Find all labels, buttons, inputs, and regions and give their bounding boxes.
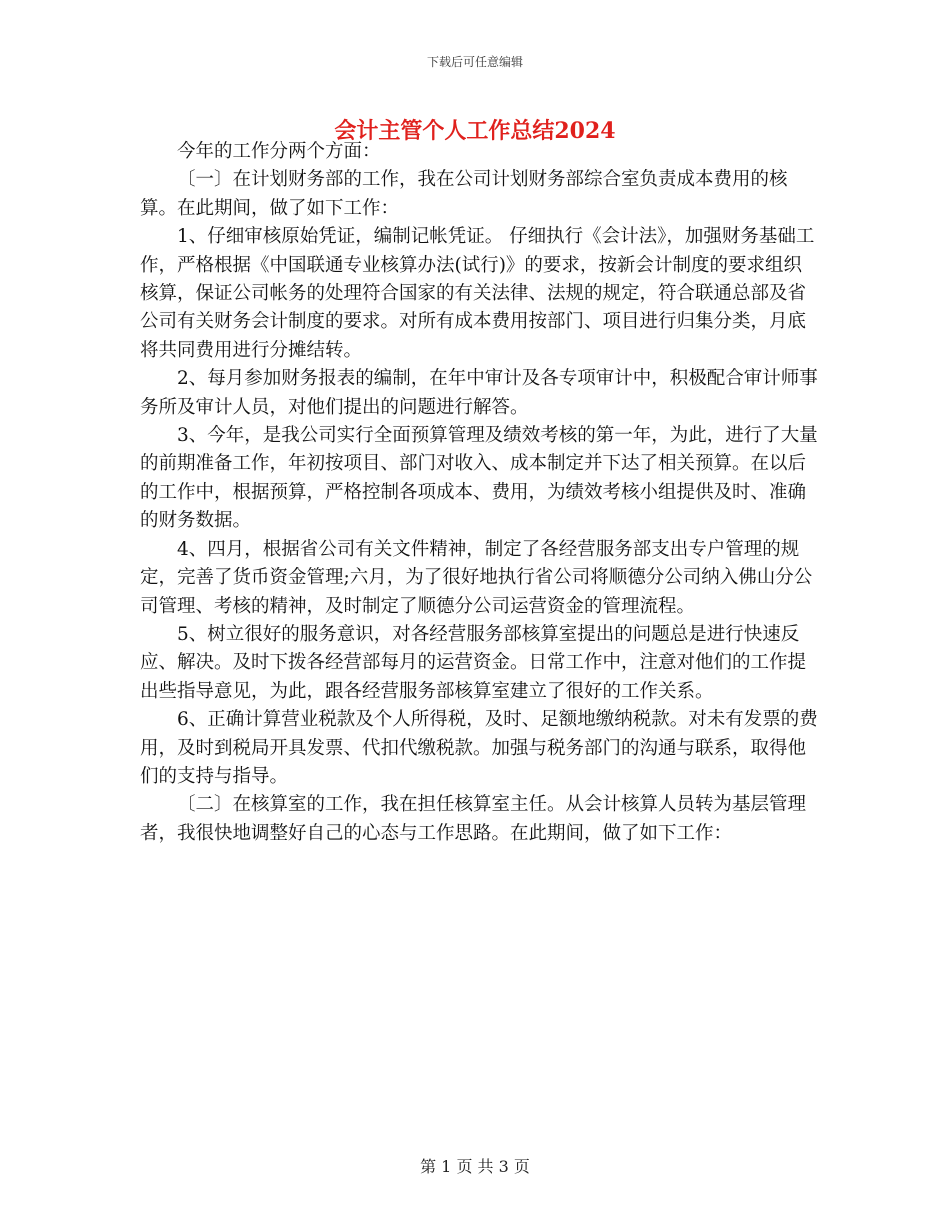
paragraph: 5、树立很好的服务意识，对各经营服务部核算室提出的问题总是进行快速反应、解决。及时下拨各经营部每月的运营资金。日常工作中，注意对他们的工作提出些指导意见，为此，跟各经营服务部核算室建立了很好的工作关系。 (140, 623, 807, 702)
paragraph: 1、仔细审核原始凭证，编制记帐凭证。 仔细执行《会计法》，加强财务基础工作，严格根据《中国联通专业核算办法(试行)》的要求，按新会计制度的要求组织核算，保证公司帐务的处理符合国家的有关法律、法规的规定，符合联通总部及省公司有关财务会计制度的要求。对所有成本费用按部门、项目进行归集分类，月底将共同费用进行分摊结转。 (140, 226, 815, 361)
paragraph: 4、四月，根据省公司有关文件精神，制定了各经营服务部支出专户管理的规定，完善了货币资金管理;六月，为了很好地执行省公司将顺德分公司纳入佛山分公司管理、考核的精神，及时制定了顺德分公司运营资金的管理流程。 (140, 538, 813, 617)
paragraph: 2、每月参加财务报表的编制，在年中审计及各专项审计中，积极配合审计师事务所及审计人员，对他们提出的问题进行解答。 (140, 368, 818, 418)
paragraph: 〔二〕在核算室的工作，我在担任核算室主任。从会计核算人员转为基层管理者，我很快地调整好自己的心态与工作思路。在此期间，做了如下工作： (140, 794, 807, 844)
paragraph: 6、正确计算营业税款及个人所得税，及时、足额地缴纳税款。对未有发票的费用，及时到税局开具发票、代扣代缴税款。加强与税务部门的沟通与联系，取得他们的支持与指导。 (140, 709, 818, 787)
document-title: 会计主管个人工作总结2024 (334, 118, 616, 144)
paragraph: 3、今年，是我公司实行全面预算管理及绩效考核的第一年，为此，进行了大量的前期准备工作，年初按项目、部门对收入、成本制定并下达了相关预算。在以后的工作中，根据预算，严格控制各项成本、费用，为绩效考核小组提供及时、准确的财务数据。 (140, 425, 818, 532)
page-number-footer: 第 1 页 共 3 页 (420, 1157, 530, 1176)
paragraph: 〔一〕在计划财务部的工作，我在公司计划财务部综合室负责成本费用的核算。在此期间，做了如下工作： (140, 169, 788, 219)
header-note: 下载后可任意编辑 (426, 55, 523, 69)
document-body (140, 138, 820, 848)
paragraph: 今年的工作分两个方面： (177, 141, 381, 162)
